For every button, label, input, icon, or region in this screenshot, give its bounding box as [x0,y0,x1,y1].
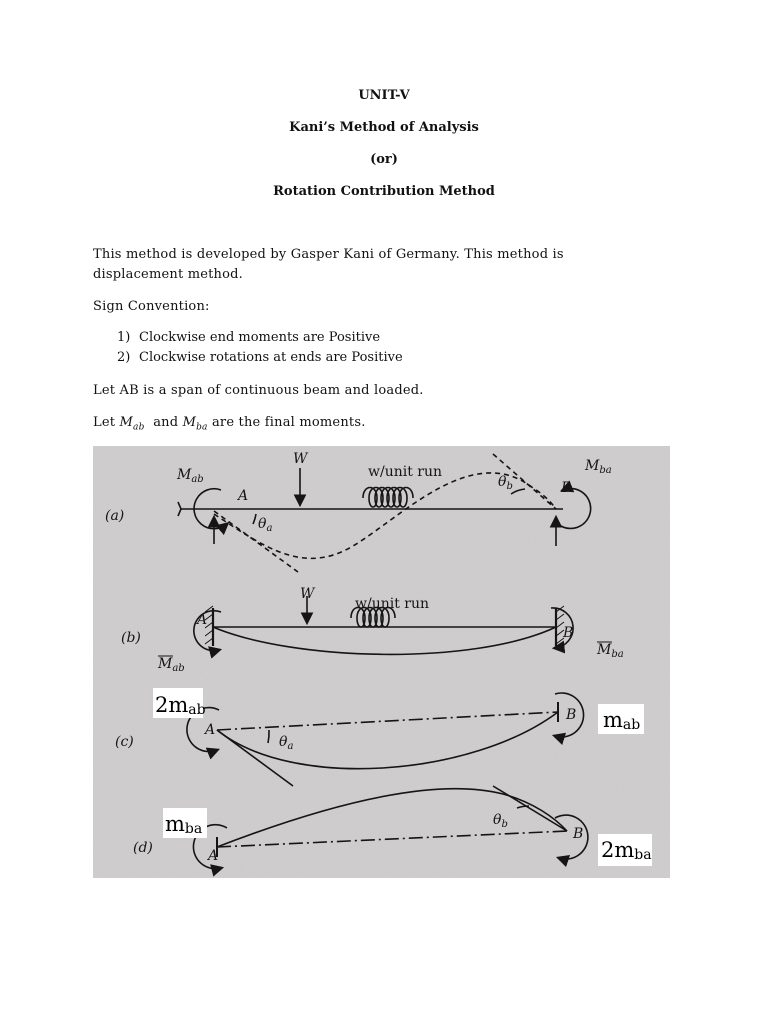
diagram-label-b: (b) [121,630,141,646]
moments-text [93,413,653,438]
sign-convention-heading: Sign Convention: [93,299,210,314]
label-B-a: B [561,480,572,496]
moment-mba: $M_{ba}$ [182,415,208,433]
label-2mba: 2mba [601,838,652,863]
span-text: Let AB is a span of continuous beam and loaded. [93,383,424,398]
diagram-label-c: (c) [115,734,134,750]
label-A-c: A [205,722,216,738]
intro-line-1: This method is developed by Gasper Kani of Germany. This method is [93,247,564,262]
moments-middle: and [144,415,183,430]
beam-figure [93,446,670,878]
label-mab-b: $M_{ab}$ [158,656,185,674]
label-A-b: A [197,612,208,628]
list-number: 2) [117,350,131,365]
moments-suffix: are the final moments. [207,415,366,430]
list-item [117,350,403,365]
list-number: 1) [117,330,131,345]
label-theta-b: $\theta_b$ [498,474,513,492]
unit-heading: UNIT-V [358,88,410,103]
label-load-b: w/unit run [355,596,430,612]
label-2mab: 2mab [155,693,206,718]
intro-line-2: displacement method. [93,267,244,282]
list-text: Clockwise rotations at ends are Positive [139,350,403,365]
diagram-label-a: (a) [105,508,125,524]
label-A-d: A [208,848,219,864]
intro-paragraph [93,245,653,285]
label-B-c: B [566,707,577,723]
label-theta-d: $\theta_b$ [493,812,508,830]
label-w-a: W [293,451,308,467]
list-text: Clockwise end moments are Positive [139,330,381,345]
label-load-a: w/unit run [368,464,443,480]
label-mab: mab [603,708,641,733]
label-B-d: B [573,826,584,842]
method-subtitle: Rotation Contribution Method [273,184,495,199]
label-w-b: W [300,586,315,602]
method-title: Kani’s Method of Analysis [289,120,479,135]
label-mab-a: $M_{ab}$ [177,467,204,485]
label-B-b: B [563,625,574,641]
label-mba: mba [165,812,203,837]
label-theta-a: $\theta_a$ [258,516,273,534]
list-item [117,330,380,345]
or-text: (or) [370,152,398,167]
label-mba-a: $M_{ba}$ [585,458,612,476]
diagram-label-d: (d) [133,840,153,856]
label-theta-c: $\theta_a$ [279,734,294,752]
label-A-a: A [238,488,249,504]
label-mba-b: $M_{ba}$ [597,642,624,660]
moments-prefix: Let [93,415,120,430]
moment-mab: $M_{ab}$ [119,415,145,433]
